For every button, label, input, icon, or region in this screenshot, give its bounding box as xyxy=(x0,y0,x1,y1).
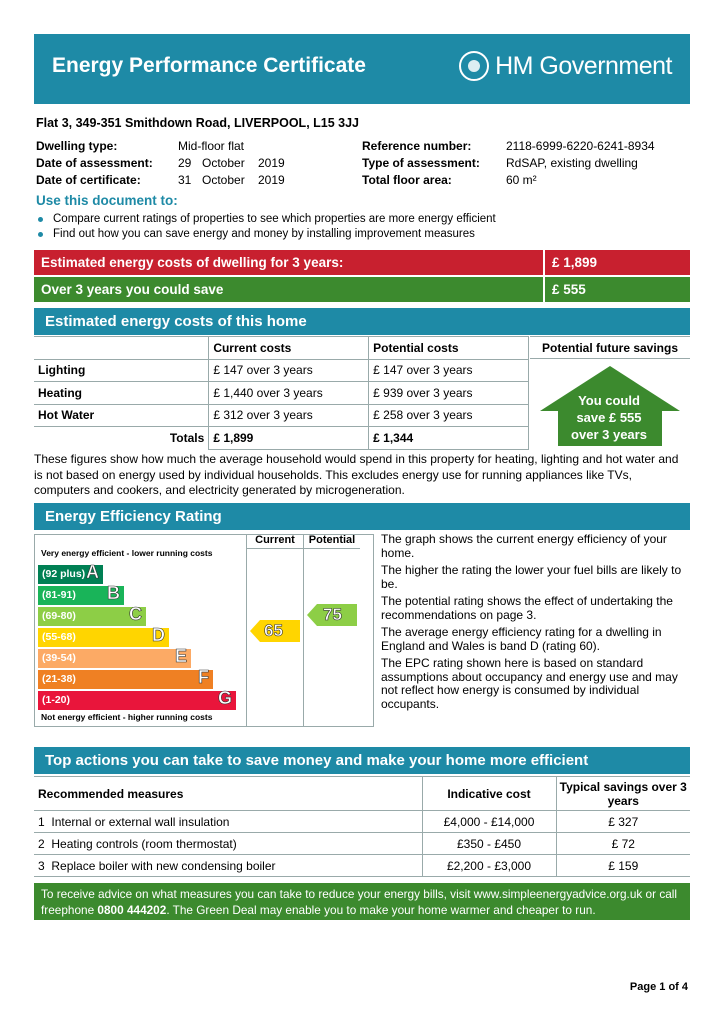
table-row: 3 Replace boiler with new condensing boiler £2,200 - £3,000 £ 159 xyxy=(34,855,690,877)
hm-government-text: HM Government xyxy=(495,51,672,80)
bullet-icon xyxy=(38,232,43,237)
eer-potential-header: Potential xyxy=(304,534,360,549)
costs-section-title: Estimated energy costs of this home xyxy=(34,308,690,335)
assessment-date-label: Date of assessment: xyxy=(36,156,153,170)
assessment-month: October xyxy=(202,156,245,170)
savings-arrow-text: You could save £ 555 over 3 years xyxy=(571,393,647,442)
list-item: Find out how you can save energy and money by installing improvement measures xyxy=(36,227,496,242)
actions-table xyxy=(34,776,690,877)
dwelling-type-value: Mid-floor flat xyxy=(178,139,245,153)
eer-band-g: (1-20) G xyxy=(38,691,236,710)
eer-band-d: (55-68) D xyxy=(38,628,169,647)
eer-band-letter: F xyxy=(198,667,209,687)
table-row: Lighting £ 147 over 3 years £ 147 over 3 years xyxy=(34,359,529,382)
reference-value: 2118-6999-6220-6241-8934 xyxy=(506,139,655,153)
page-number: Page 1 of 4 xyxy=(629,981,688,993)
dwelling-type-label: Dwelling type: xyxy=(36,139,118,153)
could-save-value: £ 555 xyxy=(545,277,690,302)
could-save-label: Over 3 years you could save xyxy=(34,277,543,302)
certificate-date-label: Date of certificate: xyxy=(36,173,141,187)
crest-icon xyxy=(459,51,489,81)
eer-band-letter: D xyxy=(152,625,165,645)
eer-band-a: (92 plus) A xyxy=(38,565,103,584)
potential-rating-value: 75 xyxy=(323,605,342,624)
eer-current-header: Current xyxy=(247,534,303,549)
list-item: Compare current ratings of properties to see which properties are more energy efficient xyxy=(36,212,496,227)
eer-band-f: (21-38) F xyxy=(38,670,213,689)
use-document-list xyxy=(36,212,496,242)
eer-band-letter: B xyxy=(107,583,120,603)
actions-section-title: Top actions you can take to save money and make your home more efficient xyxy=(34,747,690,774)
floor-area-label: Total floor area: xyxy=(362,173,452,187)
assessment-day: 29 xyxy=(178,156,192,170)
certificate-year: 2019 xyxy=(258,173,285,187)
eer-band-c: (69-80) C xyxy=(38,607,146,626)
measures-header: Recommended measures xyxy=(34,777,422,811)
reference-label: Reference number: xyxy=(362,139,472,153)
eer-bottom-label: Not energy efficient - higher running costs xyxy=(41,712,213,722)
eer-section-title: Energy Efficiency Rating xyxy=(34,503,690,530)
certificate-title: Energy Performance Certificate xyxy=(52,54,366,77)
certificate-day: 31 xyxy=(178,173,192,187)
eer-band-letter: G xyxy=(217,688,232,708)
eer-explanation: The graph shows the current energy efficiency of your home. The higher the rating the lower your fuel bills are likely to be. The potential rating shows the effect of undertaking the recommendations on page 3. The average energy efficiency rating for a dwelling in England and Wales is band D (rating 60). The EPC rating shown here is based on standard assumptions about occupancy and energy use and may not reflect how energy is consumed by individual occupants. xyxy=(381,532,682,711)
costs-table xyxy=(34,336,529,450)
current-rating-value: 65 xyxy=(264,621,283,640)
assessment-type-label: Type of assessment: xyxy=(362,156,480,170)
freephone-number: 0800 444202 xyxy=(97,903,167,917)
future-savings-header: Potential future savings xyxy=(530,336,690,359)
floor-area-value: 60 m² xyxy=(506,173,537,187)
current-costs-header: Current costs xyxy=(209,337,369,360)
table-row: 2 Heating controls (room thermostat) £350 - £450 £ 72 xyxy=(34,833,690,855)
potential-costs-header: Potential costs xyxy=(369,337,529,360)
certificate-month: October xyxy=(202,173,245,187)
table-row: 1 Internal or external wall insulation £4,000 - £14,000 £ 327 xyxy=(34,811,690,833)
eer-band-e: (39-54) E xyxy=(38,649,191,668)
use-document-title: Use this document to: xyxy=(36,193,178,208)
estimated-cost-label: Estimated energy costs of dwelling for 3 years: xyxy=(34,250,543,275)
savings-header: Typical savings over 3 years xyxy=(556,777,690,811)
table-row: Heating £ 1,440 over 3 years £ 939 over 3 years xyxy=(34,382,529,405)
hm-government-logo xyxy=(459,51,672,81)
eer-top-label: Very energy efficient - lower running costs xyxy=(41,548,213,558)
costs-explanation: These figures show how much the average household would spend in this property for heating, lighting and hot water and is not based on energy used by individual households. This excludes energy use for running appliances like TVs, computers and cookers, and electricity generated by microgeneration. xyxy=(34,452,679,497)
advice-box: To receive advice on what measures you can take to reduce your energy bills, visit www.simpleenergyadvice.org.uk or call freephone 0800 444202. The Green Deal may enable you to make your home warmer and cheaper to run. xyxy=(34,883,690,920)
cost-header: Indicative cost xyxy=(422,777,556,811)
certificate-header xyxy=(34,34,690,104)
estimated-cost-value: £ 1,899 xyxy=(545,250,690,275)
assessment-year: 2019 xyxy=(258,156,285,170)
property-address: Flat 3, 349-351 Smithdown Road, LIVERPOOL, L15 3JJ xyxy=(36,116,360,130)
eer-band-b: (81-91) B xyxy=(38,586,124,605)
totals-row: Totals £ 1,899 £ 1,344 xyxy=(34,427,529,450)
bullet-icon xyxy=(38,217,43,222)
table-row: Hot Water £ 312 over 3 years £ 258 over 3 years xyxy=(34,404,529,427)
eer-band-letter: E xyxy=(174,646,187,666)
eer-band-letter: C xyxy=(129,604,142,624)
assessment-type-value: RdSAP, existing dwelling xyxy=(506,156,638,170)
eer-band-letter: A xyxy=(86,562,99,582)
